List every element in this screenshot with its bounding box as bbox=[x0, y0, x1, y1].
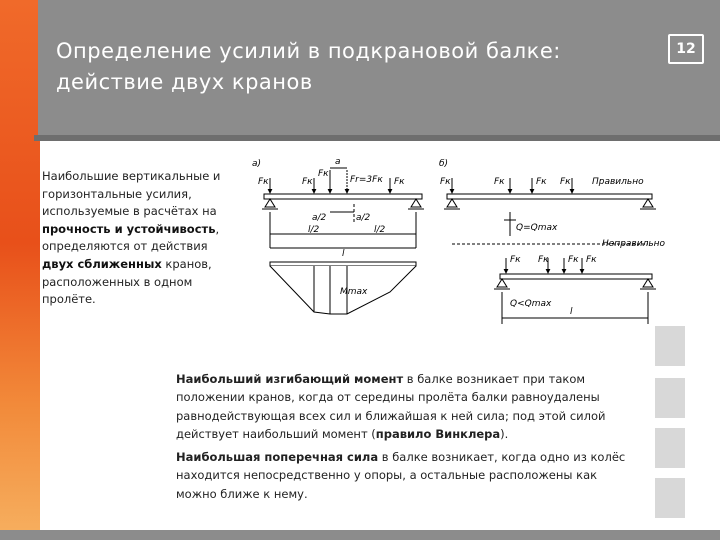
header-shadow bbox=[34, 135, 720, 141]
shear-bold: Наибольшая поперечная сила bbox=[176, 450, 379, 464]
support-icon bbox=[643, 199, 653, 207]
fk-label: Fк bbox=[394, 177, 405, 187]
decor-box bbox=[655, 428, 685, 468]
q-less-label: Q<Qmax bbox=[510, 299, 552, 309]
slide-number: 12 bbox=[668, 34, 704, 64]
left-accent-stripe bbox=[0, 0, 40, 540]
l-half-label: l/2 bbox=[308, 225, 320, 235]
fk-label: Fк bbox=[536, 177, 547, 187]
intro-text-1: Наибольшие вертикальные и горизонтальные усилия, используемые в расчётах на bbox=[42, 169, 221, 219]
decor-box bbox=[655, 378, 685, 418]
l-label: l bbox=[570, 307, 573, 317]
fk-label: Fк bbox=[510, 255, 521, 265]
l-label: l bbox=[342, 249, 345, 259]
title-line-2: действие двух кранов bbox=[56, 70, 313, 94]
moment-bold-1: Наибольший изгибающий момент bbox=[176, 372, 404, 386]
fk-label: Fк bbox=[538, 255, 549, 265]
label-a: а) bbox=[252, 159, 262, 169]
support-icon bbox=[411, 199, 421, 207]
fk-label: Fк bbox=[560, 177, 571, 187]
moment-text-2: ). bbox=[500, 427, 509, 442]
slide-title bbox=[56, 36, 616, 98]
fr-label: Fr=3Fк bbox=[350, 175, 383, 185]
moment-bold-2: правило Винклера bbox=[375, 427, 501, 442]
l-half-label: l/2 bbox=[374, 225, 386, 235]
correct-label: Правильно bbox=[592, 177, 644, 187]
shear-text: в балке возникает, когда одно из колёс находится непосредственно у опоры, а остальные расположены как можно ближе к нему. bbox=[176, 450, 626, 501]
intro-bold-2: двух сближенных bbox=[42, 256, 162, 271]
moment-text-1: в балке возникает при таком положении кранов, когда от середины пролёта балки равноудалены равнодействующая всех сил и ближайшая к ней сила; под этой силой действует наибольший момент ( bbox=[176, 372, 606, 442]
incorrect-label: Неправильно bbox=[602, 239, 666, 249]
decor-box bbox=[655, 326, 685, 366]
intro-bold-1: прочность и устойчивость bbox=[42, 221, 216, 236]
fk-label: Fк bbox=[258, 177, 269, 187]
bottom-bar bbox=[0, 530, 720, 540]
a-label: a bbox=[335, 157, 341, 167]
mmax-label: Mmax bbox=[340, 287, 368, 297]
a-half-label: a/2 bbox=[312, 213, 327, 223]
fk-label: Fк bbox=[318, 169, 329, 179]
fk-label: Fк bbox=[494, 177, 505, 187]
support-icon bbox=[265, 199, 275, 207]
fk-label: Fк bbox=[568, 255, 579, 265]
fk-label: Fк bbox=[302, 177, 313, 187]
intro-text-3: кранов, расположенных в одном пролёте. bbox=[42, 256, 212, 307]
title-line-1: Определение усилий в подкрановой балке: bbox=[56, 39, 561, 63]
a-half-label: a/2 bbox=[356, 213, 371, 223]
moment-paragraph bbox=[176, 370, 636, 444]
shear-paragraph bbox=[176, 448, 636, 503]
beam-diagram bbox=[242, 152, 666, 332]
support-icon bbox=[447, 199, 457, 207]
beam-a bbox=[264, 194, 422, 199]
q-max-label: Q=Qmax bbox=[516, 223, 558, 233]
support-icon bbox=[497, 279, 507, 287]
beam-b-incorrect bbox=[500, 274, 652, 279]
label-b: б) bbox=[439, 159, 449, 169]
decor-box bbox=[655, 478, 685, 518]
intro-text bbox=[42, 168, 242, 309]
fk-label: Fк bbox=[586, 255, 597, 265]
support-icon bbox=[643, 279, 653, 287]
fk-label: Fк bbox=[440, 177, 451, 187]
beam-b-correct bbox=[447, 194, 652, 199]
intro-text-2: , определяются от действия bbox=[42, 221, 220, 254]
